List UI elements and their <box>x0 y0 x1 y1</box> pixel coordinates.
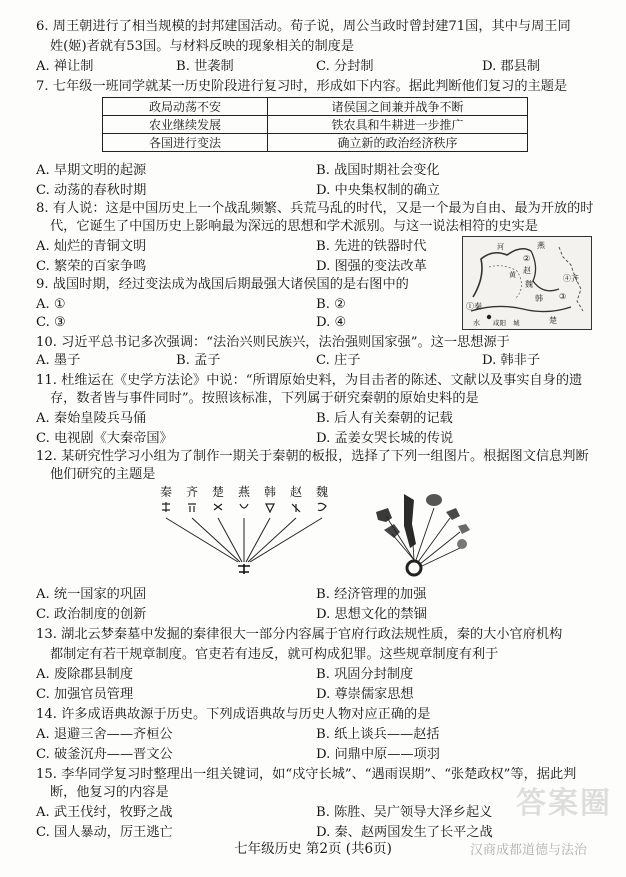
convergence-lines <box>386 508 460 566</box>
q10-option-d[interactable]: D. 韩非子 <box>482 353 541 368</box>
q6-option-b[interactable]: B. 世袭制 <box>176 59 234 74</box>
q8-option-d[interactable]: D. 图强的变法改革 <box>316 259 427 274</box>
table-cell: 各国进行变法 <box>103 134 268 152</box>
q12-option-b[interactable]: B. 经济管理的加强 <box>316 587 427 602</box>
q15-option-c[interactable]: C. 国人暴动，厉王逃亡 <box>36 825 173 840</box>
state-name: 楚 <box>212 485 225 499</box>
q11-option-a[interactable]: A. 秦始皇陵兵马俑 <box>36 411 147 426</box>
q6-stem-line1: 6. 周王朝进行了相当规模的封邦建国活动。荀子说，周公当政时曾封建71国，其中与周王同 <box>36 19 571 34</box>
q14-option-c[interactable]: C. 破釜沉舟——晋文公 <box>36 747 173 762</box>
q9-option-c[interactable]: C. ③ <box>36 315 66 330</box>
q12-option-a[interactable]: A. 统一国家的巩固 <box>36 587 147 602</box>
coin-icon <box>446 508 460 520</box>
capital-dot <box>487 315 491 319</box>
map-label: 水 <box>473 319 480 327</box>
seal-script-glyphs <box>162 502 326 512</box>
q15-stem-line2: 断，他复习的内容是 <box>50 785 169 800</box>
q9-option-b[interactable]: B. ② <box>316 297 346 312</box>
q10-stem: 10. 习近平总书记多次强调：“法治兴则民族兴，法治强则国家强”。这一思想源于 <box>36 335 510 350</box>
q7-option-a[interactable]: A. 早期文明的起源 <box>36 163 147 178</box>
map-label: 魏 <box>525 280 533 289</box>
state-name: 齐 <box>186 485 199 499</box>
state-name: 秦 <box>160 485 173 499</box>
border-line <box>489 266 522 299</box>
square-hole <box>412 566 417 571</box>
state-name: 魏 <box>316 485 329 499</box>
map-label: 黄 <box>509 271 516 279</box>
q6-stem-line2: 姓(姬)者就有53国。与材料反映的现象相关的制度是 <box>50 39 355 54</box>
q14-stem: 14. 许多成语典故源于历史。下列成语典故与历史人物对应正确的是 <box>36 707 431 722</box>
river-line <box>471 306 571 311</box>
q13-option-b[interactable]: B. 巩固分封制度 <box>316 667 414 682</box>
table-cell: 农业继续发展 <box>103 116 268 134</box>
map-label: 赵 <box>523 266 531 275</box>
map-label: ①秦 <box>466 302 482 311</box>
q6-option-a[interactable]: A. 禅让制 <box>36 59 94 74</box>
knife-coin-icon <box>404 494 416 548</box>
map-label: 燕 <box>537 241 545 250</box>
unified-glyph <box>238 564 250 574</box>
q11-stem-line2: 存，数者皆与事件同时”。按照该标准，下列属于研究秦朝的原始史料的是 <box>50 391 479 406</box>
map-label: ④齐 <box>563 274 579 283</box>
q14-option-b[interactable]: B. 纸上谈兵——赵括 <box>316 727 440 742</box>
map-label: ③ <box>559 292 567 301</box>
q15-option-d[interactable]: D. 秦、赵两国发生了长平之战 <box>316 825 493 840</box>
page-footer: 七年级历史 第2页 (共6页) <box>234 841 392 857</box>
q7-option-b[interactable]: B. 战国时期社会变化 <box>316 163 440 178</box>
state-name: 韩 <box>264 485 277 499</box>
q11-option-c[interactable]: C. 电视剧《大秦帝国》 <box>36 431 173 446</box>
q13-option-a[interactable]: A. 废除郡县制度 <box>36 667 134 682</box>
map-label: ② <box>523 254 531 263</box>
map-label: 咸阳 <box>493 319 506 327</box>
coin-icon <box>457 539 467 549</box>
table-row <box>103 98 528 116</box>
coins-drawing <box>356 484 496 580</box>
q15-stem-line1: 15. 李华同学复习时整理出一组关键词，如“戍守长城”、“遇雨误期”、“张楚政权”等，据此判 <box>36 767 577 782</box>
spade-coin-icon <box>376 508 392 522</box>
table-cell: 确立新的政治经济秩序 <box>268 134 528 152</box>
q9-option-a[interactable]: A. ① <box>36 297 66 312</box>
table-cell: 政局动荡不安 <box>103 98 268 116</box>
q9-option-d[interactable]: D. ④ <box>316 315 347 330</box>
map-label: 韩 <box>535 294 543 303</box>
q8-option-a[interactable]: A. 灿烂的青铜文明 <box>36 239 147 254</box>
q15-option-a[interactable]: A. 武王伐纣，牧野之战 <box>36 805 173 820</box>
q7-option-d[interactable]: D. 中央集权制的确立 <box>316 183 440 198</box>
q13-option-c[interactable]: C. 加强官员管理 <box>36 687 134 702</box>
q12-option-c[interactable]: C. 政治制度的创新 <box>36 607 147 622</box>
watermark-logo: 答案圈 <box>516 786 612 821</box>
q12-stem-line2: 他们研究的主题是 <box>50 467 156 482</box>
q12-stem-line1: 12. 某研究性学习小组为了制作一期关于秦朝的板报，选择了下列一组图片。根据图文信息判断 <box>36 449 589 464</box>
q9-stem: 9. 战国时期，经过变法成为战国后期最强大诸侯国的是右图中的 <box>36 277 409 292</box>
river-line <box>531 251 559 291</box>
convergence-lines <box>166 518 322 562</box>
script-fan-drawing <box>148 484 348 580</box>
map-label: 城 <box>513 319 520 327</box>
q11-stem-line1: 11. 杜维运在《史学方法论》中说：“所谓原始史料，为目击者的陈述、文献以及事实自身的遗 <box>36 373 583 388</box>
q7-table <box>102 97 528 152</box>
q13-stem-line2: 都制定有若干规章制度。官吏若有违反，就可构成犯罪。这些规章制度有利于 <box>50 647 499 662</box>
q7-stem: 7. 七年级一班同学就某一历史阶段进行复习时，形成如下内容。据此判断他们复习的主题是 <box>36 79 568 94</box>
q6-option-c[interactable]: C. 分封制 <box>316 59 374 74</box>
q10-option-c[interactable]: C. 庄子 <box>316 353 361 368</box>
table-row <box>103 116 528 134</box>
watermark-caption: 汉商成都道德与法治 <box>470 843 588 858</box>
coin-icon <box>426 494 442 506</box>
q15-option-b[interactable]: B. 陈胜、吴广领导大泽乡起义 <box>316 805 493 820</box>
q8-stem-line1: 8. 有人说：这是中国历史上一个战乱频繁、兵荒马乱的时代，又是一个最为自由、最为开放的时 <box>36 201 594 216</box>
q14-option-a[interactable]: A. 退避三舍——齐桓公 <box>36 727 173 742</box>
q8-option-c[interactable]: C. 繁荣的百家争鸣 <box>36 259 147 274</box>
state-name: 赵 <box>290 485 303 499</box>
state-name: 燕 <box>238 485 251 499</box>
q11-option-b[interactable]: B. 后人有关秦朝的记载 <box>316 411 453 426</box>
q13-option-d[interactable]: D. 尊崇儒家思想 <box>316 687 414 702</box>
table-row <box>103 134 528 152</box>
q8-stem-line2: 代，它诞生了中国历史上影响最为深远的思想和学术派别。与这一说法相符的史实是 <box>50 219 538 234</box>
q14-option-d[interactable]: D. 问鼎中原——项羽 <box>316 747 440 762</box>
map-label: 楚 <box>549 316 557 325</box>
coins-figure <box>356 484 496 580</box>
map-label: 河 <box>497 243 504 251</box>
q6-option-d[interactable]: D. 郡县制 <box>482 59 541 74</box>
q10-option-a[interactable]: A. 墨子 <box>36 353 81 368</box>
q12-option-d[interactable]: D. 思想文化的禁锢 <box>316 607 427 622</box>
map-drawing <box>463 237 591 329</box>
table-cell: 铁农具和牛耕进一步推广 <box>268 116 528 134</box>
q11-option-d[interactable]: D. 孟姜女哭长城的传说 <box>316 431 454 446</box>
unified-script-figure <box>148 484 348 580</box>
q10-option-b[interactable]: B. 孟子 <box>176 353 221 368</box>
warring-states-map <box>462 236 592 330</box>
table-cell: 诸侯国之间兼并战争不断 <box>268 98 528 116</box>
q8-option-b[interactable]: B. 先进的铁器时代 <box>316 239 427 254</box>
q7-option-c[interactable]: C. 动荡的春秋时期 <box>36 183 147 198</box>
q13-stem-line1: 13. 湖北云梦秦墓中发掘的秦律很大一部分内容属于官府行政法规性质，秦的大小官府机构 <box>36 627 563 642</box>
